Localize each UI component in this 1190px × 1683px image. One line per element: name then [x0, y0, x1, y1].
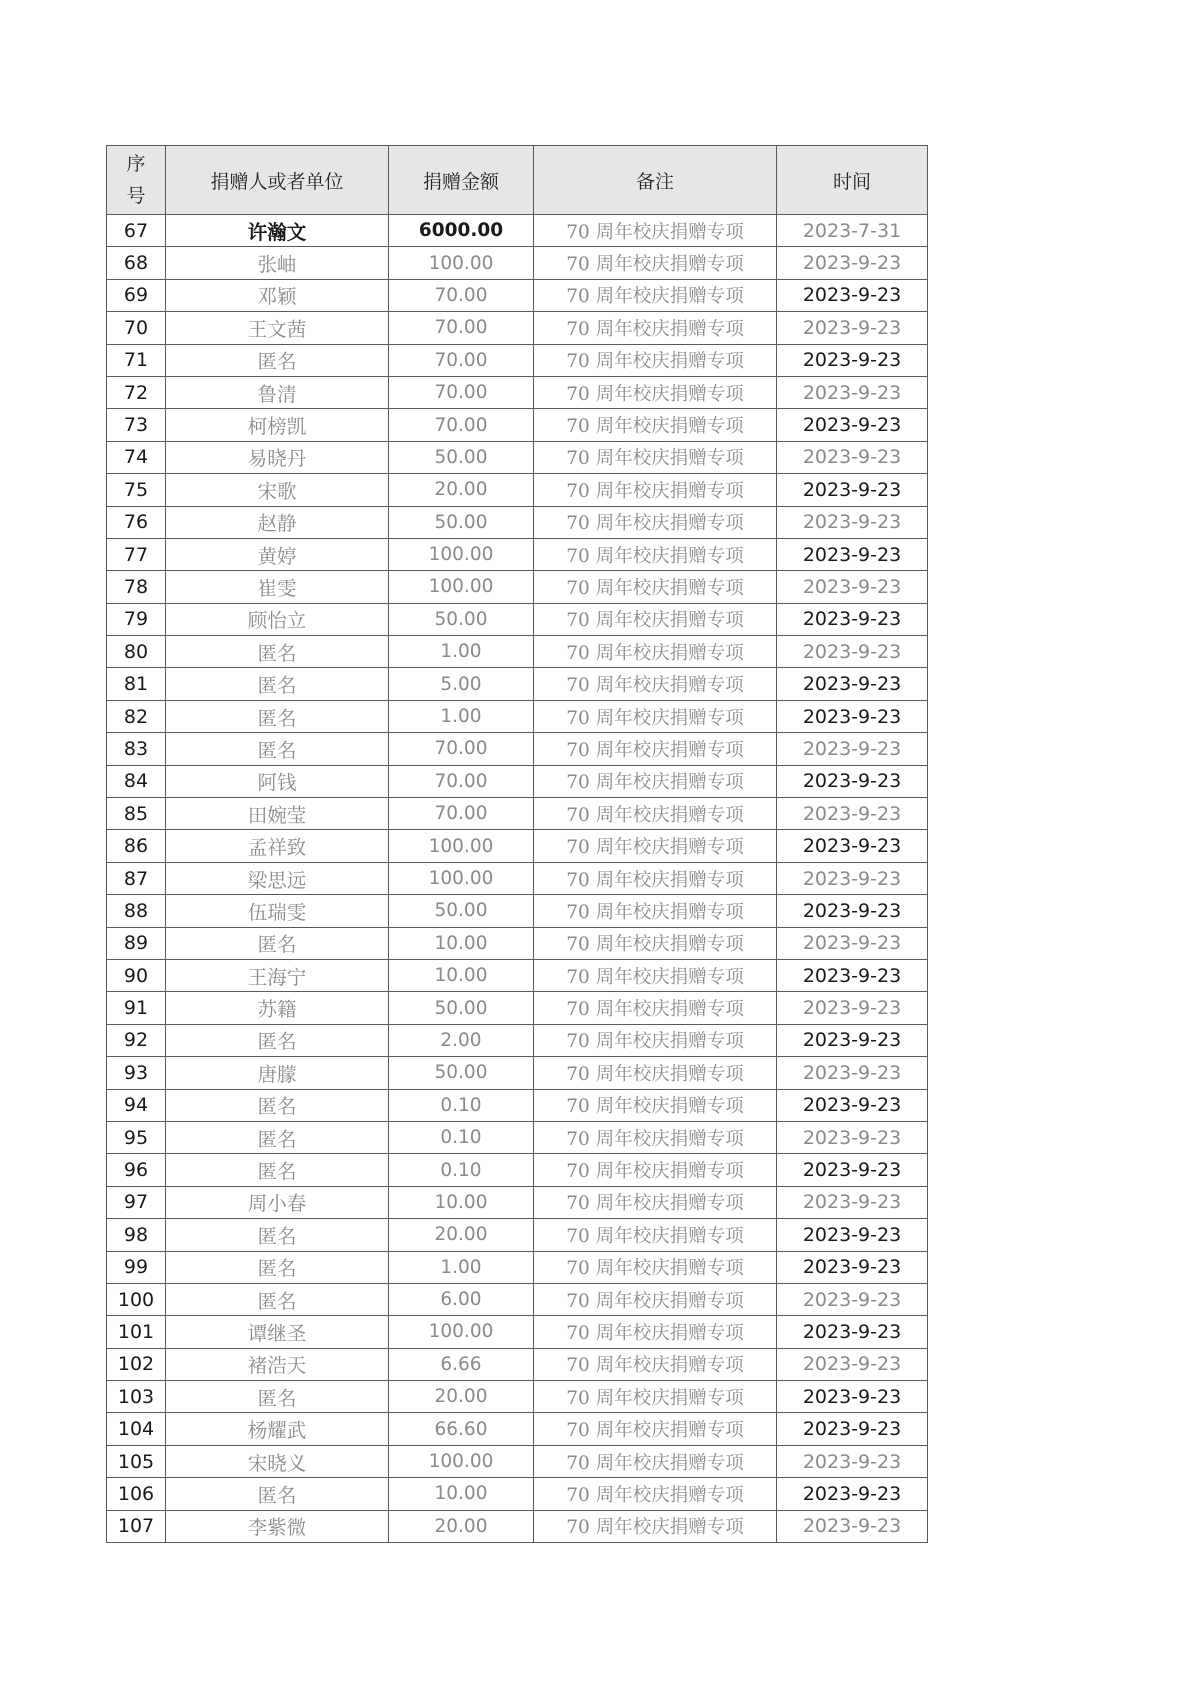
table-row — [107, 959, 928, 991]
row-donor: 王海宁 — [166, 959, 389, 991]
table-body — [107, 215, 928, 1543]
row-amount: 70.00 — [389, 312, 534, 344]
table-row — [107, 1381, 928, 1413]
header-donor: 捐赠人或者单位 — [166, 146, 389, 215]
row-donor: 阿钱 — [166, 765, 389, 797]
row-date: 2023-9-23 — [777, 247, 928, 279]
row-note: 70 周年校庆捐赠专项 — [534, 668, 777, 700]
row-serial-number: 90 — [107, 959, 166, 991]
row-donor: 田婉莹 — [166, 798, 389, 830]
row-serial-number: 80 — [107, 636, 166, 668]
row-serial-number: 107 — [107, 1510, 166, 1542]
row-note: 70 周年校庆捐赠专项 — [534, 538, 777, 570]
row-amount: 50.00 — [389, 441, 534, 473]
row-serial-number: 101 — [107, 1316, 166, 1348]
table-row — [107, 1024, 928, 1056]
row-amount: 10.00 — [389, 959, 534, 991]
row-note: 70 周年校庆捐赠专项 — [534, 636, 777, 668]
table-row — [107, 862, 928, 894]
table-row — [107, 474, 928, 506]
row-note: 70 周年校庆捐赠专项 — [534, 247, 777, 279]
row-serial-number: 74 — [107, 441, 166, 473]
row-donor: 鲁清 — [166, 376, 389, 408]
row-serial-number: 100 — [107, 1283, 166, 1315]
row-donor: 易晓丹 — [166, 441, 389, 473]
row-date: 2023-9-23 — [777, 992, 928, 1024]
row-date: 2023-9-23 — [777, 1121, 928, 1153]
row-serial-number: 94 — [107, 1089, 166, 1121]
table-row — [107, 765, 928, 797]
row-amount: 66.60 — [389, 1413, 534, 1445]
row-donor: 李紫微 — [166, 1510, 389, 1542]
row-donor: 匿名 — [166, 1381, 389, 1413]
row-amount: 1.00 — [389, 700, 534, 732]
row-date: 2023-9-23 — [777, 312, 928, 344]
header-amount: 捐赠金额 — [389, 146, 534, 215]
table-row — [107, 409, 928, 441]
row-note: 70 周年校庆捐赠专项 — [534, 1186, 777, 1218]
row-note: 70 周年校庆捐赠专项 — [534, 1121, 777, 1153]
row-serial-number: 104 — [107, 1413, 166, 1445]
row-amount: 50.00 — [389, 1057, 534, 1089]
table-row — [107, 798, 928, 830]
header-note: 备注 — [534, 146, 777, 215]
row-amount: 6.66 — [389, 1348, 534, 1380]
row-date: 2023-9-23 — [777, 668, 928, 700]
row-amount: 6.00 — [389, 1283, 534, 1315]
row-note: 70 周年校庆捐赠专项 — [534, 798, 777, 830]
row-amount: 70.00 — [389, 733, 534, 765]
row-donor: 顾怡立 — [166, 603, 389, 635]
row-note: 70 周年校庆捐赠专项 — [534, 1219, 777, 1251]
table-row — [107, 927, 928, 959]
row-amount: 0.10 — [389, 1089, 534, 1121]
table-row — [107, 1219, 928, 1251]
table-row — [107, 247, 928, 279]
row-serial-number: 89 — [107, 927, 166, 959]
row-date: 2023-9-23 — [777, 959, 928, 991]
row-date: 2023-9-23 — [777, 409, 928, 441]
row-serial-number: 73 — [107, 409, 166, 441]
row-serial-number: 76 — [107, 506, 166, 538]
row-serial-number: 82 — [107, 700, 166, 732]
row-date: 2023-9-23 — [777, 1510, 928, 1542]
row-amount: 70.00 — [389, 765, 534, 797]
row-serial-number: 70 — [107, 312, 166, 344]
row-note: 70 周年校庆捐赠专项 — [534, 441, 777, 473]
row-donor: 匿名 — [166, 344, 389, 376]
row-note: 70 周年校庆捐赠专项 — [534, 1154, 777, 1186]
row-date: 2023-9-23 — [777, 344, 928, 376]
row-note: 70 周年校庆捐赠专项 — [534, 927, 777, 959]
row-note: 70 周年校庆捐赠专项 — [534, 312, 777, 344]
table-row — [107, 1121, 928, 1153]
row-donor: 匿名 — [166, 636, 389, 668]
row-serial-number: 67 — [107, 215, 166, 247]
row-date: 2023-9-23 — [777, 862, 928, 894]
row-note: 70 周年校庆捐赠专项 — [534, 1057, 777, 1089]
table-row — [107, 1510, 928, 1542]
row-date: 2023-9-23 — [777, 376, 928, 408]
row-serial-number: 97 — [107, 1186, 166, 1218]
table-row — [107, 1154, 928, 1186]
row-serial-number: 86 — [107, 830, 166, 862]
row-serial-number: 81 — [107, 668, 166, 700]
row-date: 2023-9-23 — [777, 538, 928, 570]
row-amount: 100.00 — [389, 247, 534, 279]
row-donor: 匿名 — [166, 927, 389, 959]
row-note: 70 周年校庆捐赠专项 — [534, 1089, 777, 1121]
row-date: 2023-9-23 — [777, 1186, 928, 1218]
row-donor: 匿名 — [166, 1478, 389, 1510]
table-row — [107, 830, 928, 862]
table-row — [107, 344, 928, 376]
row-serial-number: 93 — [107, 1057, 166, 1089]
row-serial-number: 92 — [107, 1024, 166, 1056]
row-note: 70 周年校庆捐赠专项 — [534, 1381, 777, 1413]
row-note: 70 周年校庆捐赠专项 — [534, 409, 777, 441]
row-serial-number: 98 — [107, 1219, 166, 1251]
table-row — [107, 1186, 928, 1218]
row-note: 70 周年校庆捐赠专项 — [534, 862, 777, 894]
row-serial-number: 68 — [107, 247, 166, 279]
table-header-row — [107, 146, 928, 215]
row-amount: 50.00 — [389, 506, 534, 538]
row-date: 2023-9-23 — [777, 895, 928, 927]
row-donor: 梁思远 — [166, 862, 389, 894]
table-row — [107, 1413, 928, 1445]
table-row — [107, 376, 928, 408]
row-note: 70 周年校庆捐赠专项 — [534, 700, 777, 732]
row-note: 70 周年校庆捐赠专项 — [534, 1348, 777, 1380]
row-amount: 5.00 — [389, 668, 534, 700]
row-donor: 谭继圣 — [166, 1316, 389, 1348]
table-row — [107, 992, 928, 1024]
row-amount: 20.00 — [389, 1219, 534, 1251]
row-donor: 许瀚文 — [166, 215, 389, 247]
row-amount: 100.00 — [389, 862, 534, 894]
row-donor: 杨耀武 — [166, 1413, 389, 1445]
row-date: 2023-7-31 — [777, 215, 928, 247]
row-date: 2023-9-23 — [777, 1381, 928, 1413]
row-donor: 匿名 — [166, 700, 389, 732]
row-date: 2023-9-23 — [777, 765, 928, 797]
row-serial-number: 69 — [107, 279, 166, 311]
table-row — [107, 1316, 928, 1348]
row-serial-number: 75 — [107, 474, 166, 506]
row-donor: 褚浩天 — [166, 1348, 389, 1380]
row-serial-number: 103 — [107, 1381, 166, 1413]
row-date: 2023-9-23 — [777, 700, 928, 732]
table-row — [107, 538, 928, 570]
row-donor: 匿名 — [166, 1154, 389, 1186]
row-date: 2023-9-23 — [777, 1057, 928, 1089]
table-row — [107, 668, 928, 700]
row-serial-number: 87 — [107, 862, 166, 894]
row-amount: 70.00 — [389, 798, 534, 830]
table-row — [107, 312, 928, 344]
row-donor: 匿名 — [166, 1024, 389, 1056]
row-serial-number: 88 — [107, 895, 166, 927]
row-serial-number: 96 — [107, 1154, 166, 1186]
row-amount: 50.00 — [389, 603, 534, 635]
row-amount: 10.00 — [389, 1478, 534, 1510]
row-donor: 匿名 — [166, 668, 389, 700]
table-row — [107, 733, 928, 765]
row-donor: 匿名 — [166, 1251, 389, 1283]
table-row — [107, 636, 928, 668]
row-amount: 70.00 — [389, 376, 534, 408]
row-amount: 20.00 — [389, 1510, 534, 1542]
row-note: 70 周年校庆捐赠专项 — [534, 1024, 777, 1056]
row-note: 70 周年校庆捐赠专项 — [534, 1413, 777, 1445]
row-date: 2023-9-23 — [777, 1219, 928, 1251]
row-donor: 匿名 — [166, 1089, 389, 1121]
row-serial-number: 71 — [107, 344, 166, 376]
row-donor: 张岫 — [166, 247, 389, 279]
row-note: 70 周年校庆捐赠专项 — [534, 506, 777, 538]
row-note: 70 周年校庆捐赠专项 — [534, 1316, 777, 1348]
row-date: 2023-9-23 — [777, 474, 928, 506]
row-date: 2023-9-23 — [777, 1445, 928, 1477]
row-date: 2023-9-23 — [777, 1348, 928, 1380]
table-row — [107, 1057, 928, 1089]
table-row — [107, 603, 928, 635]
row-date: 2023-9-23 — [777, 1316, 928, 1348]
row-note: 70 周年校庆捐赠专项 — [534, 1251, 777, 1283]
row-amount: 10.00 — [389, 1186, 534, 1218]
row-serial-number: 78 — [107, 571, 166, 603]
donation-table — [106, 145, 928, 1543]
row-donor: 苏籍 — [166, 992, 389, 1024]
row-donor: 宋歌 — [166, 474, 389, 506]
row-date: 2023-9-23 — [777, 830, 928, 862]
row-amount: 2.00 — [389, 1024, 534, 1056]
row-date: 2023-9-23 — [777, 279, 928, 311]
row-note: 70 周年校庆捐赠专项 — [534, 830, 777, 862]
table-row — [107, 1283, 928, 1315]
row-note: 70 周年校庆捐赠专项 — [534, 1478, 777, 1510]
row-date: 2023-9-23 — [777, 506, 928, 538]
row-amount: 50.00 — [389, 895, 534, 927]
row-serial-number: 102 — [107, 1348, 166, 1380]
row-amount: 100.00 — [389, 1316, 534, 1348]
row-amount: 70.00 — [389, 279, 534, 311]
row-serial-number: 95 — [107, 1121, 166, 1153]
row-note: 70 周年校庆捐赠专项 — [534, 571, 777, 603]
row-note: 70 周年校庆捐赠专项 — [534, 279, 777, 311]
donation-table-wrapper — [106, 145, 928, 1543]
row-serial-number: 106 — [107, 1478, 166, 1510]
row-amount: 1.00 — [389, 1251, 534, 1283]
row-note: 70 周年校庆捐赠专项 — [534, 895, 777, 927]
row-note: 70 周年校庆捐赠专项 — [534, 376, 777, 408]
row-amount: 50.00 — [389, 992, 534, 1024]
header-date: 时间 — [777, 146, 928, 215]
row-note: 70 周年校庆捐赠专项 — [534, 733, 777, 765]
row-amount: 6000.00 — [389, 215, 534, 247]
table-row — [107, 279, 928, 311]
row-note: 70 周年校庆捐赠专项 — [534, 1283, 777, 1315]
row-serial-number: 105 — [107, 1445, 166, 1477]
row-donor: 邓颖 — [166, 279, 389, 311]
row-note: 70 周年校庆捐赠专项 — [534, 765, 777, 797]
table-row — [107, 506, 928, 538]
row-donor: 柯榜凯 — [166, 409, 389, 441]
row-amount: 0.10 — [389, 1154, 534, 1186]
table-row — [107, 700, 928, 732]
row-date: 2023-9-23 — [777, 1413, 928, 1445]
row-date: 2023-9-23 — [777, 1251, 928, 1283]
row-note: 70 周年校庆捐赠专项 — [534, 992, 777, 1024]
row-serial-number: 83 — [107, 733, 166, 765]
row-amount: 100.00 — [389, 538, 534, 570]
table-row — [107, 1478, 928, 1510]
row-date: 2023-9-23 — [777, 1089, 928, 1121]
row-date: 2023-9-23 — [777, 927, 928, 959]
row-date: 2023-9-23 — [777, 603, 928, 635]
table-row — [107, 215, 928, 247]
row-serial-number: 79 — [107, 603, 166, 635]
row-date: 2023-9-23 — [777, 798, 928, 830]
table-row — [107, 441, 928, 473]
row-date: 2023-9-23 — [777, 1478, 928, 1510]
row-serial-number: 99 — [107, 1251, 166, 1283]
row-date: 2023-9-23 — [777, 1154, 928, 1186]
header-serial-number — [107, 146, 166, 215]
row-serial-number: 91 — [107, 992, 166, 1024]
row-amount: 1.00 — [389, 636, 534, 668]
row-date: 2023-9-23 — [777, 733, 928, 765]
row-note: 70 周年校庆捐赠专项 — [534, 344, 777, 376]
row-note: 70 周年校庆捐赠专项 — [534, 1510, 777, 1542]
row-date: 2023-9-23 — [777, 1024, 928, 1056]
row-serial-number: 72 — [107, 376, 166, 408]
row-serial-number: 77 — [107, 538, 166, 570]
row-amount: 100.00 — [389, 1445, 534, 1477]
row-amount: 0.10 — [389, 1121, 534, 1153]
row-donor: 匿名 — [166, 1283, 389, 1315]
row-amount: 20.00 — [389, 474, 534, 506]
row-note: 70 周年校庆捐赠专项 — [534, 215, 777, 247]
header-serial-label: 序 号 — [126, 153, 146, 207]
row-amount: 70.00 — [389, 409, 534, 441]
row-donor: 匿名 — [166, 733, 389, 765]
row-date: 2023-9-23 — [777, 1283, 928, 1315]
row-donor: 崔雯 — [166, 571, 389, 603]
row-donor: 宋晓义 — [166, 1445, 389, 1477]
table-row — [107, 1348, 928, 1380]
row-note: 70 周年校庆捐赠专项 — [534, 474, 777, 506]
row-donor: 匿名 — [166, 1121, 389, 1153]
table-row — [107, 1445, 928, 1477]
table-row — [107, 1251, 928, 1283]
row-donor: 周小春 — [166, 1186, 389, 1218]
row-date: 2023-9-23 — [777, 571, 928, 603]
row-note: 70 周年校庆捐赠专项 — [534, 959, 777, 991]
table-row — [107, 571, 928, 603]
row-donor: 王文茜 — [166, 312, 389, 344]
row-amount: 70.00 — [389, 344, 534, 376]
row-donor: 伍瑞雯 — [166, 895, 389, 927]
row-donor: 孟祥致 — [166, 830, 389, 862]
row-note: 70 周年校庆捐赠专项 — [534, 603, 777, 635]
row-donor: 唐朦 — [166, 1057, 389, 1089]
row-donor: 黄婷 — [166, 538, 389, 570]
row-amount: 100.00 — [389, 571, 534, 603]
table-row — [107, 895, 928, 927]
row-serial-number: 85 — [107, 798, 166, 830]
row-amount: 20.00 — [389, 1381, 534, 1413]
row-donor: 匿名 — [166, 1219, 389, 1251]
row-serial-number: 84 — [107, 765, 166, 797]
row-date: 2023-9-23 — [777, 636, 928, 668]
row-amount: 100.00 — [389, 830, 534, 862]
row-amount: 10.00 — [389, 927, 534, 959]
row-date: 2023-9-23 — [777, 441, 928, 473]
table-row — [107, 1089, 928, 1121]
row-donor: 赵静 — [166, 506, 389, 538]
row-note: 70 周年校庆捐赠专项 — [534, 1445, 777, 1477]
